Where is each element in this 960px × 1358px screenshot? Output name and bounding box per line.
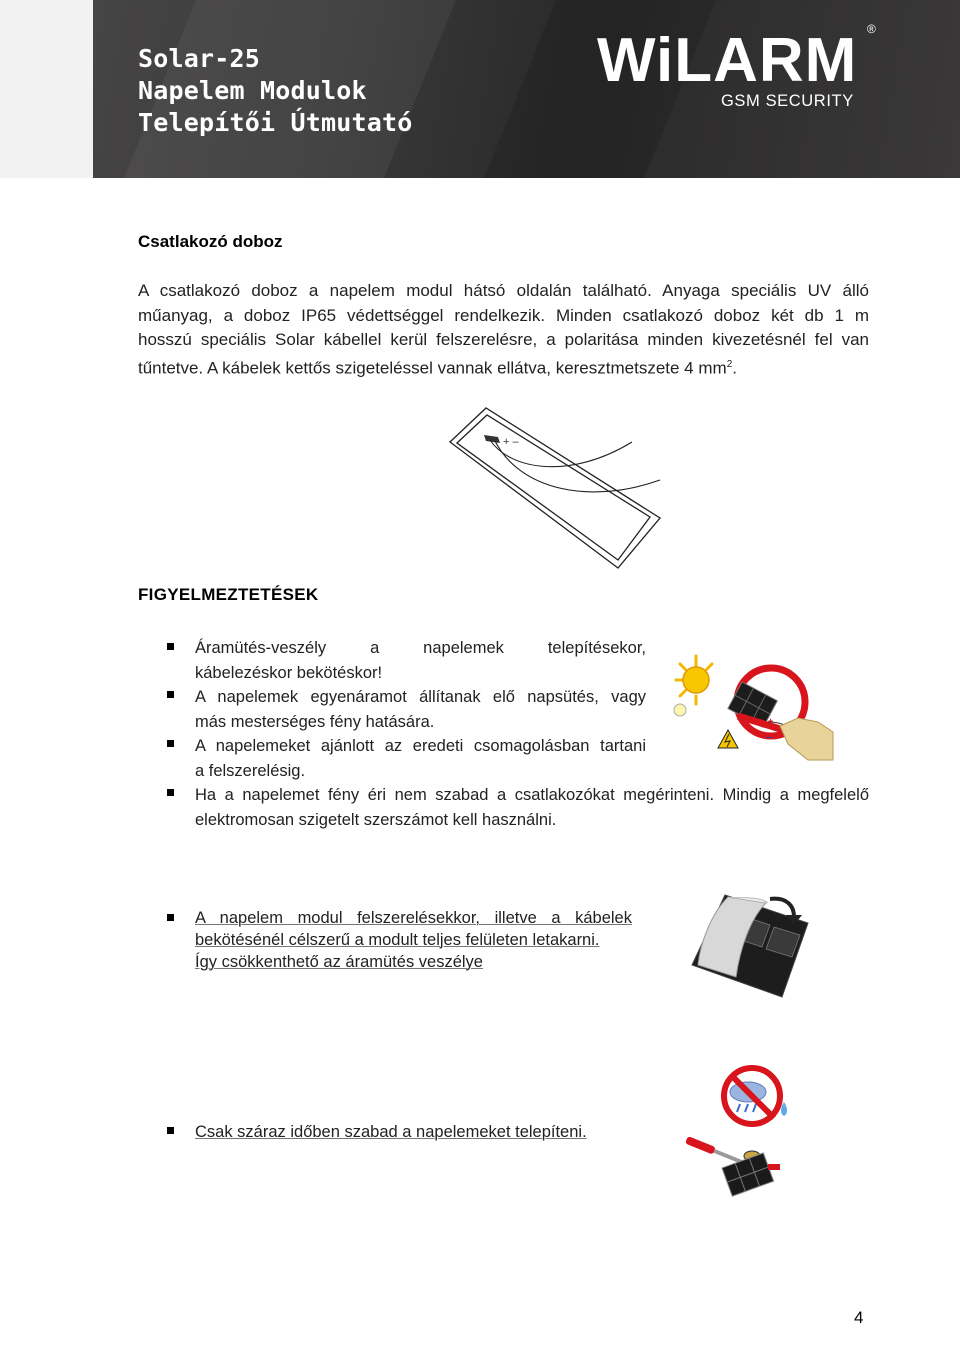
paragraph-line: műanyag, a doboz IP65 védettséggel rendelkezik. Minden csatlakozó doboz két db 1 m	[138, 305, 869, 325]
warning-line: Így csökkenthető az áramütés veszélye	[195, 953, 483, 971]
warning-line: bekötésénél célszerű a modult teljes felületen letakarni.	[195, 931, 600, 949]
warning-line: Csak száraz időben szabad a napelemeket telepíteni.	[195, 1123, 587, 1141]
warning-line: elektromosan szigetelt szerszámot kell használni.	[195, 810, 557, 829]
warning-line: kábelezéskor bekötéskor!	[195, 663, 383, 682]
svg-text:+: +	[768, 716, 774, 726]
solar-panel-junction-box-diagram	[440, 400, 670, 575]
junction-box-paragraph	[138, 279, 869, 377]
bullet-marker	[167, 914, 174, 921]
warning-item	[195, 1120, 635, 1145]
dry-weather-only-illustration	[684, 1064, 800, 1212]
warning-item	[195, 907, 632, 973]
solar-panel-icon	[722, 1153, 774, 1196]
no-touch-under-light-icon	[668, 652, 840, 764]
section-heading-junction-box: Csatlakozó doboz	[138, 232, 283, 251]
warning-item	[195, 685, 646, 734]
header-left-strip	[0, 0, 93, 178]
document-title-line-2: Napelem Modulok	[138, 76, 367, 105]
warning-line: a felszerelésig.	[195, 761, 306, 780]
warning-line: A napelemek egyenáramot állítanak elő napsütés, vagy	[195, 688, 646, 706]
bullet-marker	[167, 643, 174, 650]
paragraph-line: A csatlakozó doboz a napelem modul hátsó oldalán található. Anyaga speciális UV álló	[138, 281, 869, 300]
document-title-line-3: Telepítői Útmutató	[138, 108, 413, 137]
bullet-marker	[167, 789, 174, 796]
paragraph-line: tűntetve. A kábelek kettős szigeteléssel vannak ellátva, keresztmetszete 4 mm	[138, 358, 727, 378]
warning-item	[195, 783, 869, 832]
covering-panel-illustration	[670, 885, 830, 1005]
bullet-marker	[167, 1127, 174, 1134]
warning-line: Áramütés-veszély a napelemek telepítésekor,	[195, 639, 646, 657]
bullet-marker	[167, 691, 174, 698]
paragraph-line-last	[138, 353, 869, 378]
paragraph-line: .	[732, 358, 737, 378]
logo-wordmark: WiLARM	[597, 26, 858, 95]
warning-line: A napelem modul felszerelésekkor, illetve a kábelek	[195, 909, 632, 927]
warning-line: más mesterséges fény hatására.	[195, 712, 435, 731]
wilarm-logo	[597, 22, 887, 120]
logo-tagline: GSM SECURITY	[721, 92, 854, 110]
warning-line: A napelemeket ajánlott az eredeti csomagolásban tartani	[195, 737, 646, 755]
page-header	[0, 0, 960, 178]
page-number: 4	[854, 1308, 864, 1327]
warning-line: Ha a napelemet fény éri nem szabad a csatlakozókat megérinteni. Mindig a megfelelő	[195, 786, 869, 804]
warning-item	[195, 636, 646, 685]
polarity-label: + –	[503, 436, 519, 448]
svg-text:–: –	[766, 732, 772, 743]
paragraph-line: hosszú speciális Solar kábellel kerül felszerelésre, a polaritása minden kivezetésnél fel van	[138, 330, 869, 349]
logo-registered-mark: ®	[867, 22, 876, 36]
bullet-marker	[167, 740, 174, 747]
superscript: 2	[726, 358, 733, 370]
warning-item	[195, 734, 646, 783]
section-heading-warnings: FIGYELMEZTETÉSEK	[138, 585, 319, 604]
document-title-line-1: Solar-25	[138, 44, 261, 73]
